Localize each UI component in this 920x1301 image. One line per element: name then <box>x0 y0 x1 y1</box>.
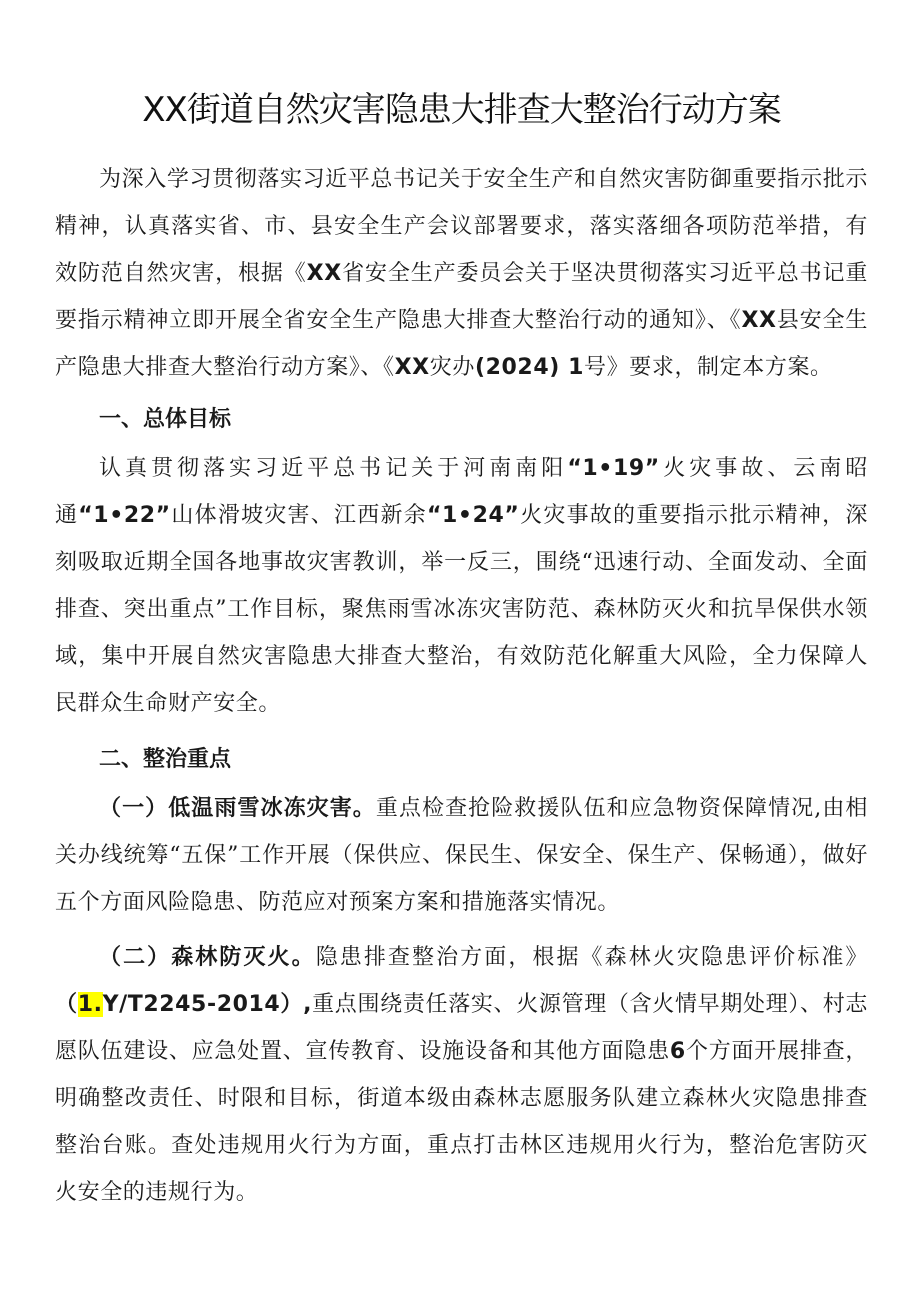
intro-text-2: 省安全生产委员会关于坚决贯彻落实习近平总书记重要指示精神立即开展全省安全生产隐患大排查大整治行动的通知》、《 <box>55 261 868 333</box>
item2-bold-2: Y/T2245-2014）, <box>102 992 313 1017</box>
intro-bold-1: XX <box>306 261 342 286</box>
item2-text-2: 重点围绕责任落实、火源管理（含火情早期处理）、村志愿队伍建设、应急处置、宣传教育、设施设备和其他方面隐患 <box>55 992 868 1064</box>
item1-label: （一）低温雨雪冰冻灾害。 <box>99 796 376 821</box>
section2-item1-paragraph <box>55 785 868 926</box>
intro-text-5: 号》要求，制定本方案。 <box>584 355 833 380</box>
item2-bold-3: 6 <box>669 1039 686 1064</box>
item1-text: 重点检查抢险救援队伍和应急物资保障情况,由相关办线统筹“五保”工作开展（保供应、保民生、保安全、保生产、保畅通），做好五个方面风险隐患、防范应对预案方案和措施落实情况。 <box>55 796 868 915</box>
item2-label: （二）森林防灭火。 <box>99 945 316 970</box>
intro-bold-3: XX <box>394 355 430 380</box>
document-title: XX街道自然灾害隐患大排查大整治行动方案 <box>142 90 781 130</box>
section1-text-1: 认真贯彻落实习近平总书记关于河南南阳 <box>99 456 568 481</box>
intro-bold-2: XX <box>741 308 777 333</box>
section1-heading: 一、总体目标 <box>99 407 232 432</box>
intro-bold-4: (2024) 1 <box>474 355 585 380</box>
section1-text-2: 火灾事故、云南昭通 <box>55 456 868 528</box>
section1-bold-2: “1•22” <box>78 503 171 528</box>
section1-bold-1: “1•19” <box>567 456 660 481</box>
intro-text-4: 灾办 <box>429 355 475 380</box>
item2-text-1: 隐患排查整治方面，根据《森林火灾隐患评价标准》 <box>315 945 868 970</box>
item2-bold-1: （ <box>55 992 78 1017</box>
intro-paragraph <box>55 156 868 391</box>
intro-text-3: 县安全生产隐患大排查大整治行动方案》、《 <box>55 308 868 380</box>
section2-item2-paragraph <box>55 934 868 1216</box>
section1-text-4: 火灾事故的重要指示批示精神，深刻吸取近期全国各地事故灾害教训，举一反三，围绕“迅速行动、全面发动、全面排查、突出重点”工作目标，聚焦雨雪冰冻灾害防范、森林防灭火和抗旱保供水领域，集中开展自然灾害隐患大排查大整治，有效防范化解重大风险，全力保障人民群众生命财产安全。 <box>55 503 868 716</box>
item2-highlight: 1. <box>77 992 103 1017</box>
section1-paragraph <box>55 445 868 727</box>
section1-bold-3: “1•24” <box>426 503 520 528</box>
item2-text-3: 个方面开展排查，明确整改责任、时限和目标，街道本级由森林志愿服务队建立森林火灾隐患排查整治台账。查处违规用火行为方面，重点打击林区违规用火行为，整治危害防灭火安全的违规行为。 <box>55 1039 868 1205</box>
intro-text-1: 为深入学习贯彻落实习近平总书记关于安全生产和自然灾害防御重要指示批示精神，认真落实省、市、县安全生产会议部署要求，落实落细各项防范举措，有效防范自然灾害，根据《 <box>55 167 868 286</box>
section2-heading: 二、整治重点 <box>99 747 232 772</box>
section1-text-3: 山体滑坡灾害、江西新余 <box>170 503 427 528</box>
